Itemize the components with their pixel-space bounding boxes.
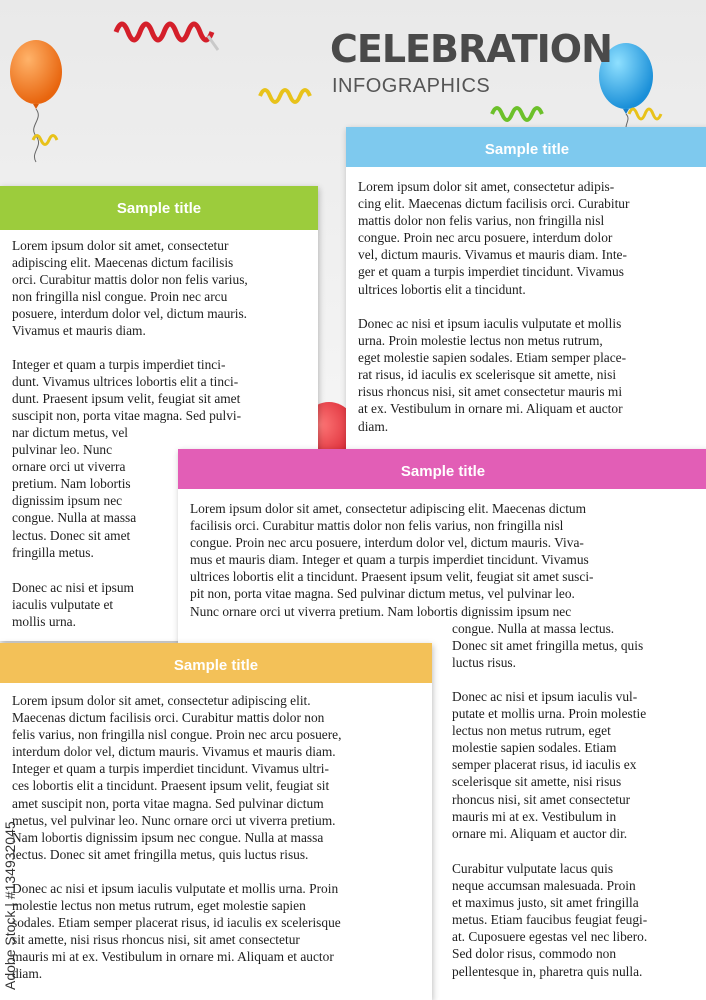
pink-paragraph-2: congue. Nulla at massa lectus. Donec sit amet fringilla metus, quis luctus risus. [452,621,644,671]
green-paragraph-3: nar dictum metus, vel pulvinar leo. Nunc ornare orci ut viverra pretium. Nam lobortis dignissim ipsum nec congue. Nulla at massa lectus. Donec sit amet fringilla metus. [12,425,137,560]
green-paragraph-1: Lorem ipsum dolor sit amet, consectetur adipiscing elit. Maecenas dictum facilisis orci. Curabitur mattis dolor non felis varius, non fringilla nisl congue. Proin nec arcu posuere, interdum dolor vel, dictum mauris. Vivamus et mauris diam. [12,238,248,339]
yellow-streamer-icon-3 [30,128,66,162]
pink-card-title-text: Sample title [400,463,486,480]
green-paragraph-4: Donec ac nisi et ipsum iaculis vulputate et mollis urna. [12,580,134,630]
green-paragraph-2: Integer et quam a turpis imperdiet tinci- dunt. Vivamus ultrices lobortis elit a tinci- dunt. Praesent ipsum velit, feugiat sit amet suscipit non, porta vitae magna. Sed pulvi- [12,357,242,424]
orange-paragraph-1: Lorem ipsum dolor sit amet, consectetur adipiscing elit. Maecenas dictum facilisis orci. Curabitur mattis dolor non felis varius, non fringilla nisl congue. Proin nec arcu posuere, interdum dolor vel, dictum mauris. Vivamus et mauris diam. Integer et quam a turpis imperdiet tincidunt. Vivamus ultri- ces lobortis elit a tincidunt. Praesent ipsum velit, feugiat sit amet suscipit non, porta vitae magna. Sed pulvinar dictum metus, vel pulvinar leo. Nunc ornare orci ut viverra pretium. Nam lobortis dignissim ipsum nec congue. Nulla at massa lectus. Donec sit amet fringilla metus, quis luctus risus. [12,693,342,862]
pink-paragraph-4: Curabitur vulputate lacus quis neque accumsan malesuada. Proin et maximus justo, sit amet fringilla metus. Etiam faucibus feugiat feugi- at. Cuposuere egestas vel nec libero. Sed dolor risus, commodo non pellentesque in, pharetra quis nulla. [452,861,648,979]
blue-card-title [346,127,706,167]
yellow-streamer-icon-2 [626,100,670,130]
page-subtitle: INFOGRAPHICS [332,75,491,97]
orange-card-title [0,643,432,683]
orange-card-title-text: Sample title [173,657,259,674]
pink-paragraph-3: Donec ac nisi et ipsum iaculis vul- putate et mollis urna. Proin molestie lectus non metus rutrum, eget molestie sapien sodales. Etiam semper placerat risus, id iaculis ex scelerisque sit amette, nisi risus rhoncus nisi, sit amet consectetur mauris mi at ex. Vestibulum in ornare mi. Aliquam et auctor dir. [452,689,647,841]
blue-paragraph-1: Lorem ipsum dolor sit amet, consectetur adipis- cing elit. Maecenas dictum facilisis orci. Curabitur mattis dolor non felis varius, non fringilla nisl congue. Proin nec arcu posuere, interdum dolor vel, dictum mauris. Vivamus et mauris diam. Inte- ger et quam a turpis imperdiet tincidunt. Vivamus ultrices lobortis elit a tincidunt. [358,179,630,297]
red-streamer-icon [112,12,220,62]
green-card-title-text: Sample title [116,200,202,217]
stock-watermark: Adobe Stock | #134932045 [2,821,18,990]
pink-paragraph-1: Lorem ipsum dolor sit amet, consectetur adipiscing elit. Maecenas dictum facilisis orci. Curabitur mattis dolor non felis varius, non fringilla nisl congue. Proin nec arcu posuere, interdum dolor vel, dictum mauris. Viva- mus et mauris diam. Integer et quam a turpis imperdiet tincidunt. Vivamus ultrices lobortis elit a tincidunt. Praesent ipsum velit, feugiat sit amet susci- pit non, porta vitae magna. Sed pulvinar dictum metus, vel pulvinar leo. Nunc ornare orci ut viverra pretium. Nam lobortis dignissim ipsum nec [190,501,594,619]
pink-card-title [178,449,706,489]
green-card-title [0,186,318,230]
blue-paragraph-2: Donec ac nisi et ipsum iaculis vulputate et mollis urna. Proin molestie lectus non metus rutrum, eget molestie sapien sodales. Etiam semper place- rat risus, id iaculis ex scelerisque sit amette, nisi risus rhoncus nisi, sit amet consectetur mauris mi at ex. Vestibulum in ornare mi. Aliquam et auctor diam. [358,316,627,434]
orange-paragraph-2: Donec ac nisi et ipsum iaculis vulputate et mollis urna. Proin molestie lectus non metus rutrum, eget molestie sapien sodales. Etiam semper placerat risus, id iaculis ex scelerisque sit amette, nisi risus rhoncus nisi, sit amet consectetur mauris mi at ex. Vestibulum in ornare mi. Aliquam et auctor diam. [12,881,341,982]
blue-card-title-text: Sample title [484,141,570,158]
yellow-streamer-icon [256,82,318,122]
page-title: CELEBRATION [330,27,612,71]
